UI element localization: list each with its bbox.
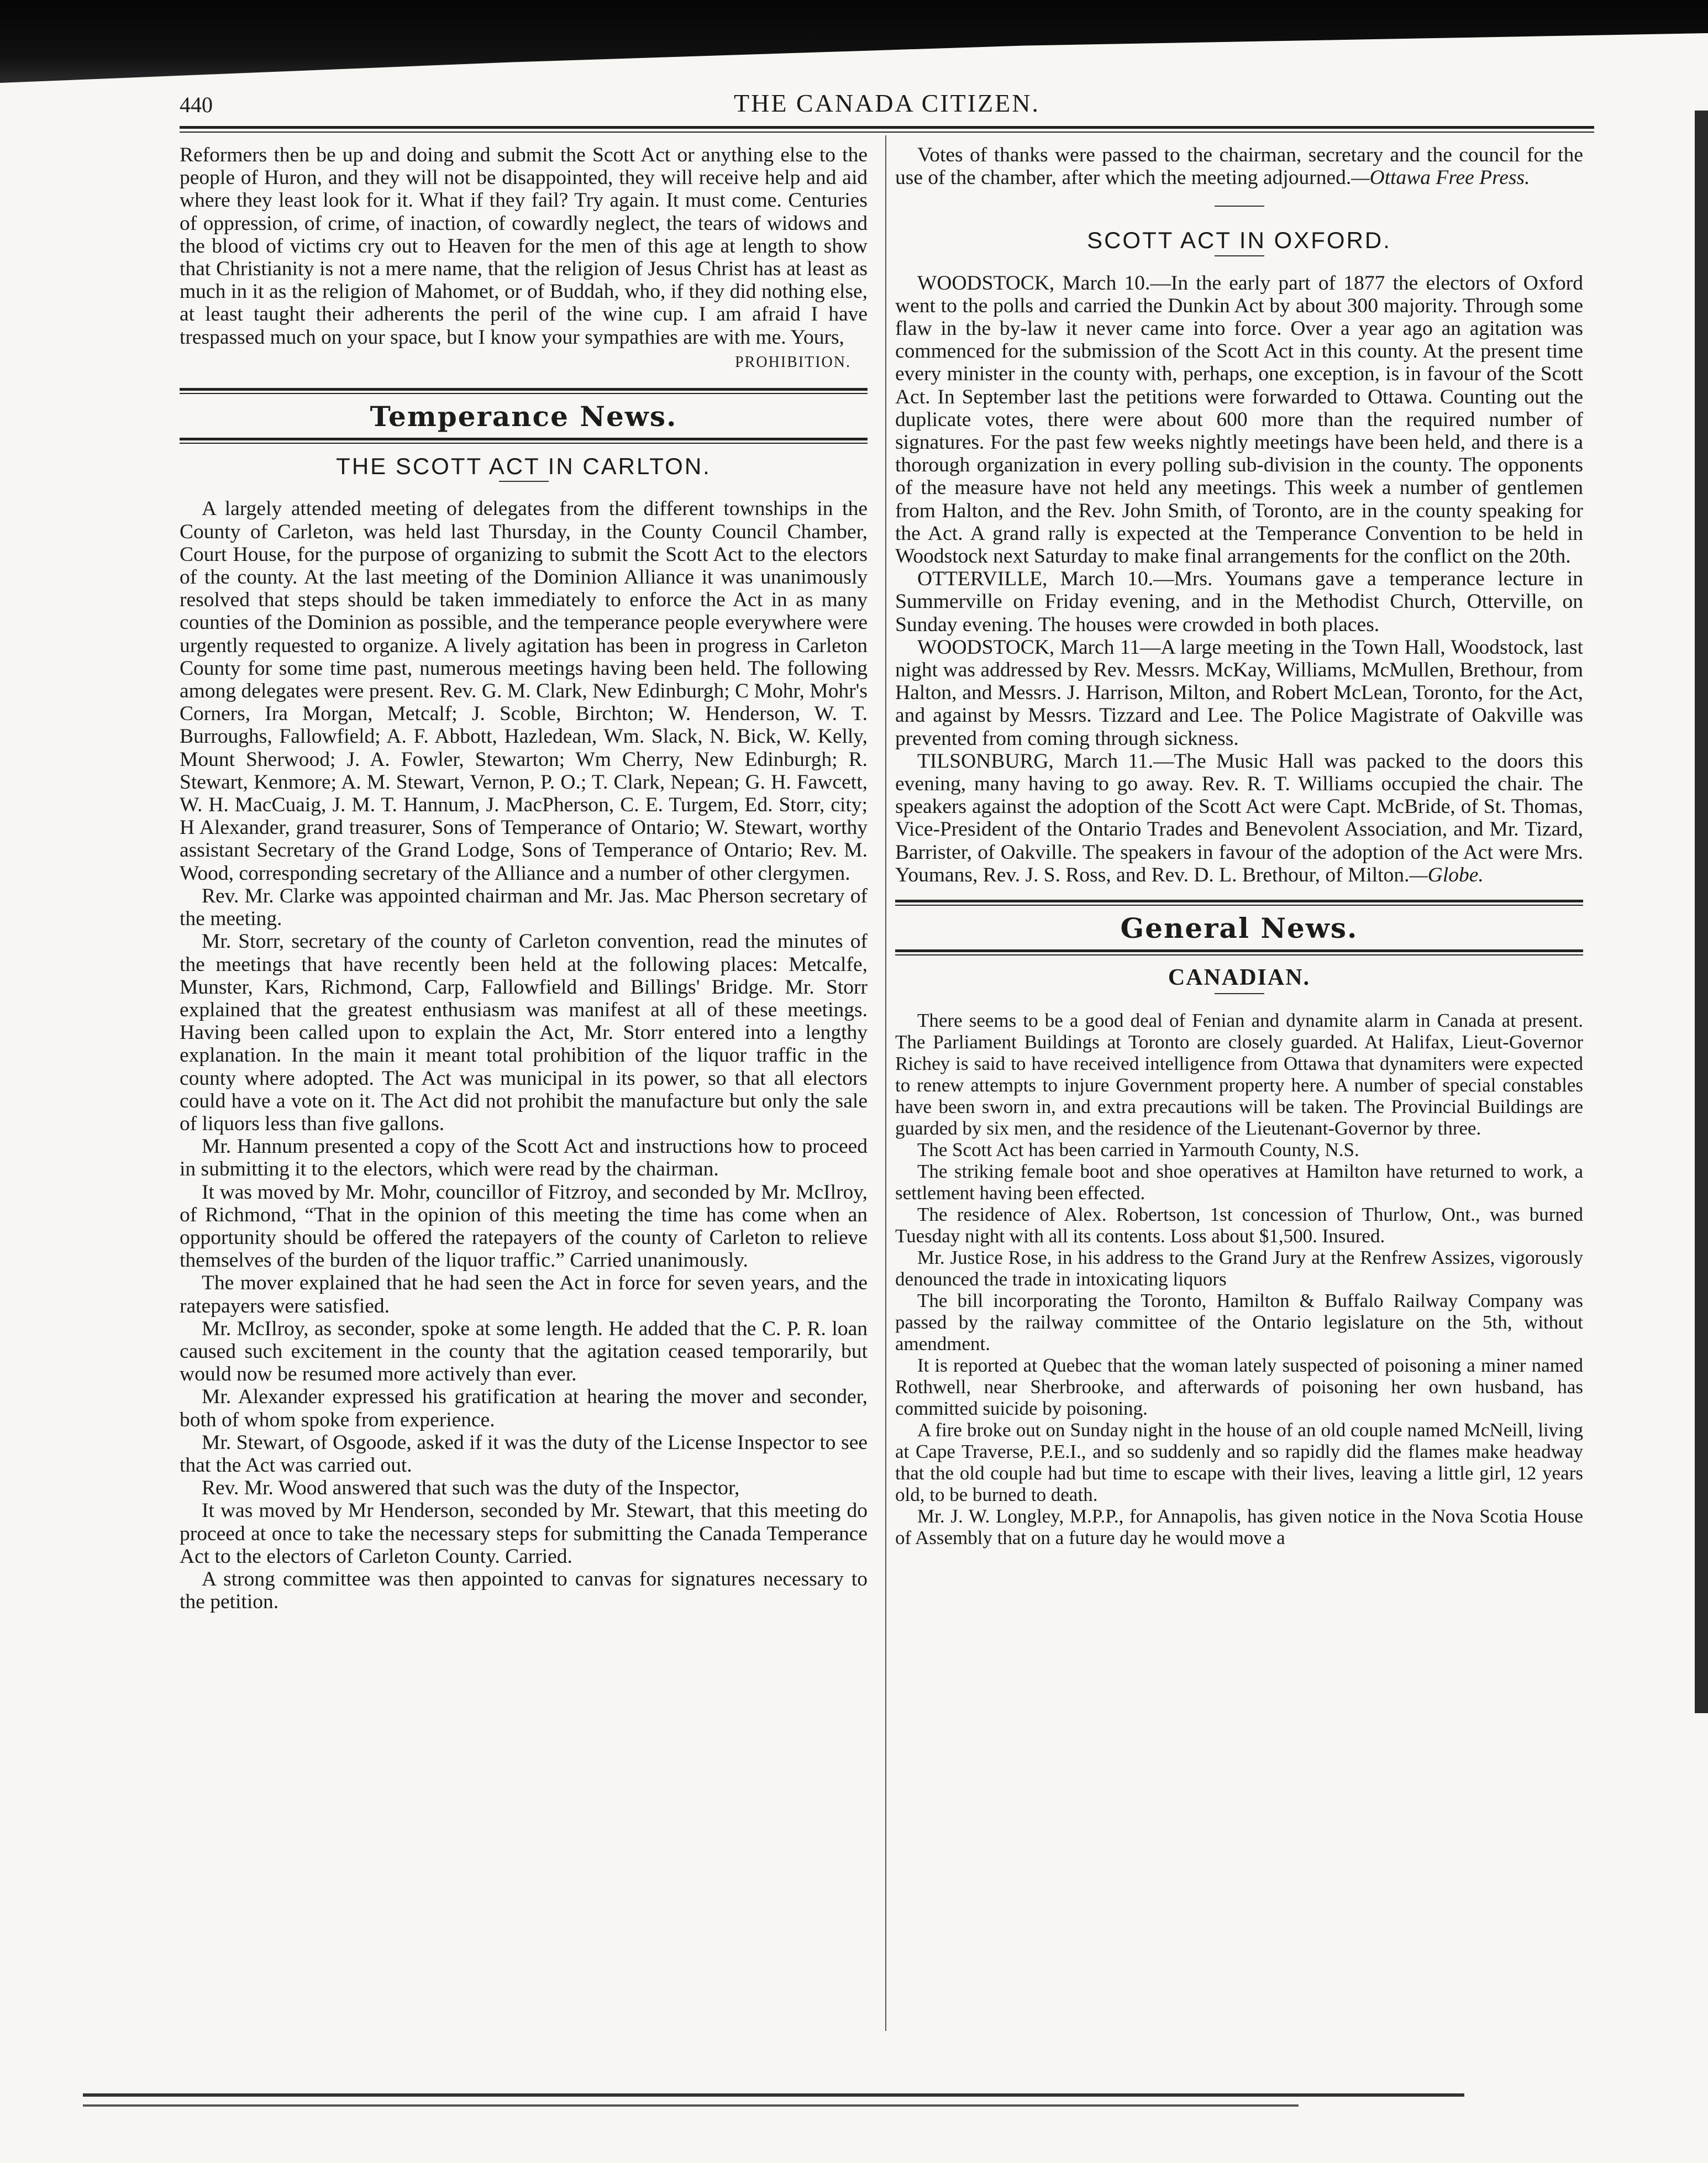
oxford-paragraph: WOODSTOCK, March 11—A large meeting in the Town Hall, Woodstock, last night was addressed by Rev. Messrs. McKay, Williams, McMullen, Brethour, from Halton, and Messrs. J. Harrison, Milton, and Robert McLean, Toronto, for the Act, and against by Messrs. Tizzard and Lee. The Police Magistrate of Oakville was prevented from coming through sickness. [895, 636, 1583, 750]
article-title-oxford: SCOTT ACT IN OXFORD. [1087, 227, 1391, 254]
scan-edge-right [1695, 111, 1708, 1713]
oxford-credit: —Globe. [1409, 863, 1484, 886]
page-number: 440 [180, 92, 213, 117]
masthead [180, 88, 1594, 125]
article-paragraph: It was moved by Mr. Mohr, councillor of Fitzroy, and seconded by Mr. McIlroy, of Richmond, “That in the opinion of this meeting the time has come when an opportunity should be offered the ratepayers of the county of Carleton to relieve themselves of the burden of the liquor traffic.” Carried unanimously. [180, 1180, 868, 1272]
intro-text: Votes of thanks were passed to the chairman, secretary and the council for the use of the chamber, after which the meeting adjourned. [895, 144, 1583, 190]
scan-artifact-bottom [83, 2104, 1299, 2107]
article-rule [1215, 255, 1264, 256]
news-item: Mr. J. W. Longley, M.P.P., for Annapolis, has given notice in the Nova Scotia House of Assembly that on a future day he would move a [895, 1505, 1583, 1548]
news-item: The residence of Alex. Robertson, 1st concession of Thurlow, Ont., was burned Tuesday night with all its contents. Loss about $1,500. Insured. [895, 1203, 1583, 1247]
article-paragraph: A largely attended meeting of delegates from the different townships in the County of Carleton, was held last Thursday, in the County Council Chamber, Court House, for the purpose of organizing to submit the Scott Act to the electors of the county. At the last meeting of the Dominion Alliance it was unanimously resolved that steps should be taken immediately to enforce the Act in as many counties of the Dominion as possible, and the temperance people everywhere were urgently requested to organize. A lively agitation has been in progress in Carleton County for some time past, numerous meetings having been held. The following among delegates were present. Rev. G. M. Clark, New Edinburgh; C Mohr, Mohr's Corners, Ira Morgan, Metcalf; J. Scoble, Birchton; W. Henderson, W. T. Burroughs, Fallowfield; A. F. Abbott, Hazledean, Wm. Slack, N. Bick, W. Kelly, Mount Sherwood; J. A. Fowler, Stewarton; Wm Cherry, New Edinburgh; R. Stewart, Kenmore; A. M. Stewart, Vernon, P. O.; T. Clark, Nepean; G. H. Fawcett, W. H. MacCuaig, J. M. T. Hannum, J. MacPherson, C. E. Turgem, Ed. Storr, city; H Alexander, grand treasurer, Sons of Temperance of Ontario; W. Stewart, worthy assistant Secretary of the Grand Lodge, Sons of Temperance of Ontario; Rev. M. Wood, corresponding secretary of the Alliance and a number of other clergymen. [180, 497, 868, 885]
news-item: The bill incorporating the Toronto, Hamilton & Buffalo Railway Company was passed by the railway committee of the Ontario legislature on the 5th, without amendment. [895, 1289, 1583, 1355]
section-rule [895, 900, 1583, 906]
news-item: Mr. Justice Rose, in his address to the Grand Jury at the Renfrew Assizes, vigorously denounced the trade in intoxicating liquors [895, 1246, 1583, 1290]
article-title-carlton: THE SCOTT ACT IN CARLTON. [336, 453, 711, 480]
article-rule [1215, 993, 1264, 994]
intro-credit: —Ottawa Free Press. [1351, 166, 1530, 190]
section-rule [895, 949, 1583, 956]
oxford-text: TILSONBURG, March 11.—The Music Hall was packed to the doors this evening, many having to go away. Rev. R. T. Williams occupied the chair. The speakers against the adoption of the Scott Act were Capt. McBride, of St. Thomas, Vice-President of the Ontario Trades and Benevolent Association, and Mr. Tizard, Barrister, of Oakville. The speakers in favour of the adoption of the Act were Mrs. Youmans, Rev. J. S. Ross, and Rev. D. L. Brethour, of Milton. [895, 749, 1583, 886]
oxford-paragraph: OTTERVILLE, March 10.—Mrs. Youmans gave a temperance lecture in Summerville on Friday evening, and in the Methodist Church, Otterville, on Sunday evening. The houses were crowded in both places. [895, 568, 1583, 636]
article-paragraph: Mr. Alexander expressed his gratification at hearing the mover and seconder, both of whom spoke from experience. [180, 1385, 868, 1431]
article-title-canadian: CANADIAN. [1168, 965, 1311, 991]
intro-paragraph [895, 144, 1583, 189]
article-paragraph: Rev. Mr. Wood answered that such was the duty of the Inspector, [202, 1477, 740, 1500]
letter-paragraph: Reformers then be up and doing and submit the Scott Act or anything else to the people of Huron, and they will not be disappointed, they will receive help and aid where they least look for it. What if they fail? Try again. It must come. Centuries of oppression, of crime, of inaction, of cowardly neglect, the tears of widows and the blood of victims cry out to Heaven for the men of this age at length to show that Christianity is not a mere name, that the religion of Jesus Christ has at least as much in it as the religion of Mahomet, or of Buddah, who, if they did nothing else, at least taught their adherents the peril of the wine cup. I am afraid I have trespassed much on your space, but I know your sympathies are with me. Yours, [180, 144, 868, 349]
article-paragraph: A strong committee was then appointed to canvas for signatures necessary to the petition. [180, 1567, 868, 1614]
article-paragraph: Mr. McIlroy, as seconder, spoke at some length. He added that the C. P. R. loan caused such excitement in the county that the agitation ceased temporarily, but would now be resumed more actively than ever. [180, 1317, 868, 1386]
news-item: It is reported at Quebec that the woman lately suspected of poisoning a miner named Rothwell, near Sherbrooke, and afterwards of poisoning her own husband, has committed suicide by poisoning. [895, 1354, 1583, 1419]
oxford-paragraph [895, 750, 1583, 886]
article-paragraph: Mr. Hannum presented a copy of the Scott Act and instructions how to proceed in submitting it to the electors, which were read by the chairman. [180, 1135, 868, 1181]
article-paragraph: It was moved by Mr Henderson, seconded by Mr. Stewart, that this meeting do proceed at once to take the necessary steps for submitting the Canada Temperance Act to the electors of Carleton County. Carried. [180, 1499, 868, 1568]
newspaper-title: THE CANADA CITIZEN. [734, 89, 1040, 117]
article-paragraph: Mr. Stewart, of Osgoode, asked if it was the duty of the License Inspector to see that the Act was carried out. [180, 1431, 868, 1477]
section-rule [180, 388, 868, 394]
general-news-heading: General News. [1120, 912, 1358, 945]
scan-edge-top [0, 0, 1708, 83]
article-rule [1215, 206, 1264, 207]
news-item: There seems to be a good deal of Fenian and dynamite alarm in Canada at present. The Parliament Buildings at Toronto are closely guarded. At Halifax, Lieut-Governor Richey is said to have received intelligence from Ottawa that dynamiters were expected to renew attempts to injure Government property here. A number of special constables have been sworn in, and extra precautions will be taken. The Provincial Buildings are guarded by six men, and the residence of the Lieutenant-Governor by three. [895, 1009, 1583, 1139]
news-item: The Scott Act has been carried in Yarmouth County, N.S. [917, 1138, 1359, 1161]
article-paragraph: Rev. Mr. Clarke was appointed chairman and Mr. Jas. Mac Pherson secretary of the meeting. [180, 884, 868, 931]
oxford-paragraph: WOODSTOCK, March 10.—In the early part of 1877 the electors of Oxford went to the polls and carried the Dunkin Act by about 300 majority. Through some flaw in the by-law it never came into force. Over a year ago an agitation was commenced for the submission of the Scott Act in this county. At the present time every minister in the county with, perhaps, one exception, is in favour of the Scott Act. In September last the petitions were forwarded to Ottawa. Counting out the duplicate votes, there were about 600 more than the required number of signatures. For the past few weeks nightly meetings have been held, and there is a thorough organization in every polling sub-division in the county. The opponents of the measure have not held any meetings. This week a number of gentlemen from Halton, and the Rev. John Smith, of Toronto, are in the county speaking for the Act. A grand rally is expected at the Temperance Convention to be held in Woodstock next Saturday to make final arrangements for the conflict on the 20th. [895, 271, 1583, 568]
scan-artifact-bottom [83, 2093, 1464, 2097]
left-column [180, 144, 868, 1613]
news-item: The striking female boot and shoe operatives at Hamilton have returned to work, a settlement having been effected. [895, 1160, 1583, 1204]
masthead-rule [180, 126, 1594, 129]
letter-signature: PROHIBITION. [735, 353, 851, 371]
section-rule [180, 438, 868, 444]
news-item: A fire broke out on Sunday night in the house of an old couple named McNeill, living at Cape Traverse, P.E.I., and so suddenly and so rapidly did the flames make headway that the old couple had but time to escape with their lives, leaving a little girl, 12 years old, to be burned to death. [895, 1419, 1583, 1505]
right-column [895, 144, 1583, 1548]
column-divider [885, 135, 886, 2031]
canadian-news-list [895, 1010, 1583, 1548]
article-paragraph: The mover explained that he had seen the Act in force for seven years, and the ratepayers were satisfied. [180, 1272, 868, 1317]
masthead-rule-thin [180, 132, 1594, 133]
article-rule [499, 481, 549, 482]
temperance-news-heading: Temperance News. [370, 400, 677, 433]
article-paragraph: Mr. Storr, secretary of the county of Carleton convention, read the minutes of the meetings that have recently been held at the following places: Metcalfe, Munster, Kars, Richmond, Carp, Fallowfield and Billings' Bridge. Mr. Storr explained that the greatest enthusiasm was manifest at all of these meetings. Having been called upon to explain the Act, Mr. Storr entered into a lengthy explanation. In the main it meant total prohibition of the liquor traffic in the county where adopted. The Act was municipal in its power, so that all electors could have a vote on it. The Act did not prohibit the manufacture but only the sale of liquors less than five gallons. [180, 930, 868, 1135]
